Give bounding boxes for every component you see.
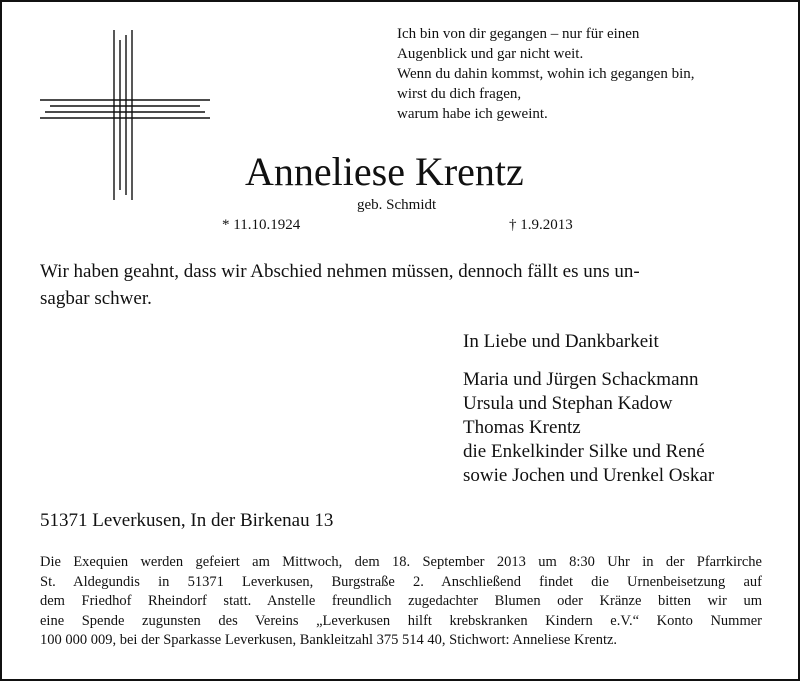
maiden-name: geb. Schmidt <box>357 197 437 213</box>
farewell-message <box>40 258 762 312</box>
service-line: dem Friedhof Rheindorf statt. Anstelle freundlich zugedachter Blumen oder Kränze bitten wir um <box>40 593 762 609</box>
birth-date: * 11.10.1924 <box>222 217 301 233</box>
mourner-name: die Enkelkinder Silke und René <box>463 441 705 462</box>
service-details <box>40 553 762 651</box>
death-date: † 1.9.2013 <box>509 217 573 233</box>
poem-line: warum habe ich geweint. <box>397 106 548 122</box>
cross-icon <box>40 30 210 200</box>
service-line: St. Aldegundis in 51371 Leverkusen, Burgstraße 2. Anschließend findet die Urnenbeisetzung auf <box>40 573 762 590</box>
message-line: Wir haben geahnt, dass wir Abschied nehmen müssen, dennoch fällt es uns un- <box>40 261 640 282</box>
poem <box>397 24 695 124</box>
mourners-block <box>463 330 714 488</box>
mourner-name: Maria und Jürgen Schackmann <box>463 369 699 390</box>
mourners-heading: In Liebe und Dankbarkeit <box>463 331 659 352</box>
poem-line: Augenblick und gar nicht weit. <box>397 46 584 62</box>
poem-line: Ich bin von dir gegangen – nur für einen <box>397 26 640 42</box>
service-line: 100 000 009, bei der Sparkasse Leverkusen, Bankleitzahl 375 514 40, Stichwort: Anneliese Krentz. <box>40 632 618 648</box>
poem-line: Wenn du dahin kommst, wohin ich gegangen bin, <box>397 66 695 82</box>
service-line: eine Spende zugunsten des Vereins „Leverkusen hilft krebskranken Kindern e.V.“ Konto Nummer <box>40 612 762 629</box>
deceased-name: Anneliese Krentz <box>245 149 524 194</box>
poem-line: wirst du dich fragen, <box>397 86 522 102</box>
mourner-name: sowie Jochen und Urenkel Oskar <box>463 465 715 486</box>
message-line: sagbar schwer. <box>40 288 152 309</box>
mourner-name: Thomas Krentz <box>463 417 581 438</box>
service-line: Die Exequien werden gefeiert am Mittwoch, dem 18. September 2013 um 8:30 Uhr in der Pfarrkirche <box>40 554 762 570</box>
family-address: 51371 Leverkusen, In der Birkenau 13 <box>40 510 334 531</box>
mourner-name: Ursula und Stephan Kadow <box>463 393 673 414</box>
